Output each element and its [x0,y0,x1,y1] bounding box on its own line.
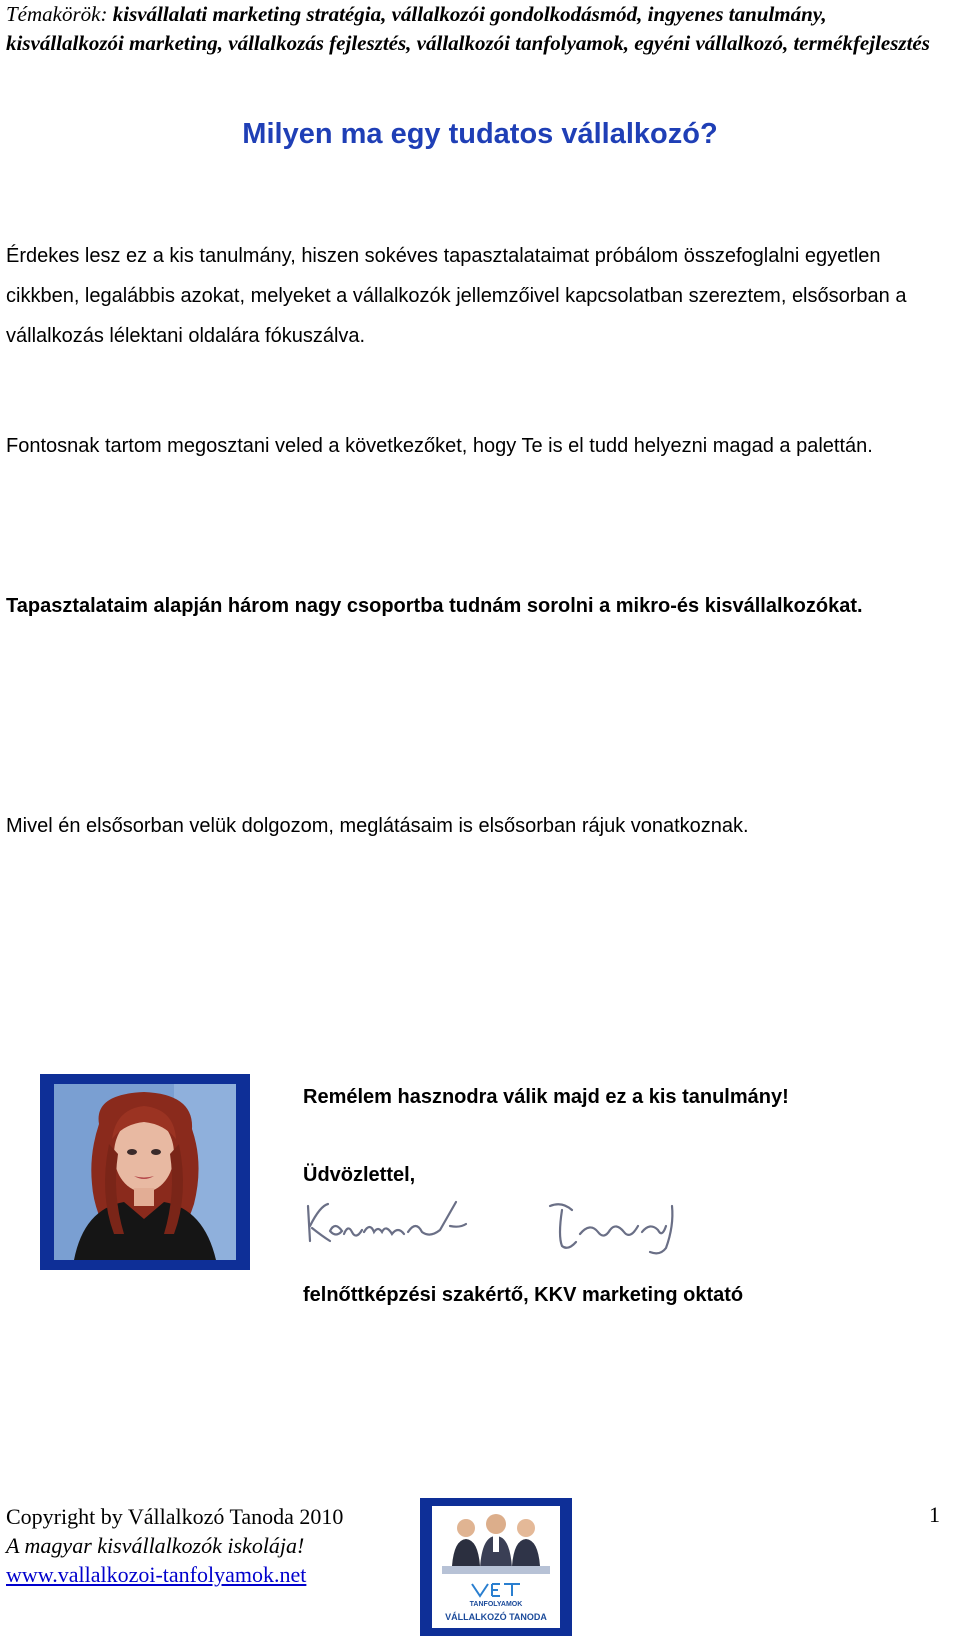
footer-slogan: A magyar kisvállalkozók iskolája! [6,1533,305,1558]
page-number: 1 [929,1502,940,1527]
logo-illustration [432,1506,560,1628]
paragraph-groups: Tapasztalataim alapján három nagy csoportba tudnám sorolni a mikro-és kisvállalkozókat. [6,595,863,617]
topics-line [6,0,946,58]
logo-line2: VÁLLALKOZÓ TANODA [445,1612,547,1622]
page-footer [6,1502,426,1589]
paragraph-palette: Fontosnak tartom megosztani veled a következőket, hogy Te is el tudd helyezni magad a palettán. [6,435,873,457]
author-portrait-illustration [54,1084,236,1260]
logo-inner [432,1506,560,1628]
closing-greeting: Üdvözlettel, [303,1164,416,1186]
author-photo [54,1084,236,1260]
closing-wish: Remélem hasznodra válik majd ez a kis tanulmány! [303,1086,789,1108]
author-role: felnőttképzési szakértő, KKV marketing oktató [303,1284,744,1306]
logo-line1: TANFOLYAMOK [469,1601,523,1608]
handwritten-signature [300,1196,700,1266]
paragraph-intro: Érdekes lesz ez a kis tanulmány, hiszen sokéves tapasztalataimat próbálom összefoglalni egyetlen cikkben, legalábbis azokat, melyeket a vállalkozók jellemzőivel kapcsolatban szereztem, elsősorban a vállalkozás lélektani oldalára fókuszálva. [6,245,907,347]
paragraph-focus: Mivel én elsősorban velük dolgozom, meglátásaim is elsősorban rájuk vonatkoznak. [6,815,749,837]
page-title: Milyen ma egy tudatos vállalkozó? [242,118,718,150]
footer-website-link[interactable]: www.vallalkozoi-tanfolyamok.net [6,1562,307,1587]
topics-keywords: kisvállalati marketing stratégia, vállalkozói gondolkodásmód, ingyenes tanulmány, kisvállalkozói marketing, vállalkozás fejlesztés, vállalkozói tanfolyamok, egyéni vállalkozó, termékfejlesztés [6,2,930,55]
author-photo-frame [40,1074,250,1270]
vallalkozo-tanoda-logo [420,1498,572,1636]
footer-copyright: Copyright by Vállalkozó Tanoda 2010 [6,1504,344,1529]
topics-prefix: Témakörök: [6,2,113,26]
signature-illustration [300,1196,700,1266]
